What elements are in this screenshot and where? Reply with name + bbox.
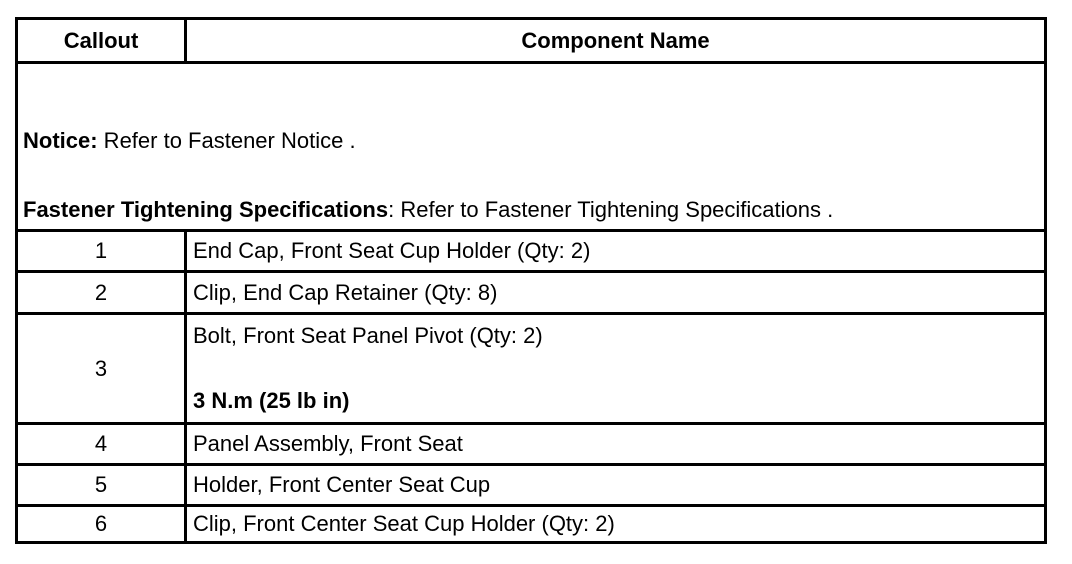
fastener-spec-line [23, 197, 833, 223]
component-name-header: Component Name [521, 27, 710, 53]
component-name-cell: Holder, Front Center Seat Cup [193, 472, 491, 497]
component-name-cell [187, 315, 1044, 422]
callout-cell: 4 [18, 425, 187, 463]
callout-cell: 3 [18, 315, 187, 422]
callout-header: Callout [18, 20, 187, 61]
notice-label: Notice: [23, 128, 98, 153]
callout-cell: 5 [18, 466, 187, 504]
table-row [18, 270, 1044, 312]
fastener-spec-label: Fastener Tightening Specifications [23, 197, 389, 222]
table-row [18, 504, 1044, 541]
table-row [18, 463, 1044, 504]
component-name-cell: Clip, End Cap Retainer (Qty: 8) [193, 279, 498, 305]
notice-line [23, 128, 356, 154]
callout-cell: 6 [18, 507, 187, 541]
header-row [18, 20, 1044, 61]
callout-cell: 2 [18, 273, 187, 312]
table-row [18, 229, 1044, 270]
callout-cell: 1 [18, 232, 187, 270]
torque-spec: 3 N.m (25 lb in) [193, 388, 350, 413]
table-row [18, 312, 1044, 422]
component-name-text: Bolt, Front Seat Panel Pivot (Qty: 2) [193, 323, 543, 348]
component-name-cell: Clip, Front Center Seat Cup Holder (Qty: 2) [193, 511, 615, 536]
component-name-cell: Panel Assembly, Front Seat [193, 431, 463, 456]
notice-text: Refer to Fastener Notice . [97, 128, 356, 153]
components-table [15, 17, 1047, 544]
table-row [18, 422, 1044, 463]
component-name-cell: End Cap, Front Seat Cup Holder (Qty: 2) [193, 238, 591, 263]
fastener-spec-text: : Refer to Fastener Tightening Specifications . [388, 197, 834, 222]
notes-row [18, 61, 1044, 229]
